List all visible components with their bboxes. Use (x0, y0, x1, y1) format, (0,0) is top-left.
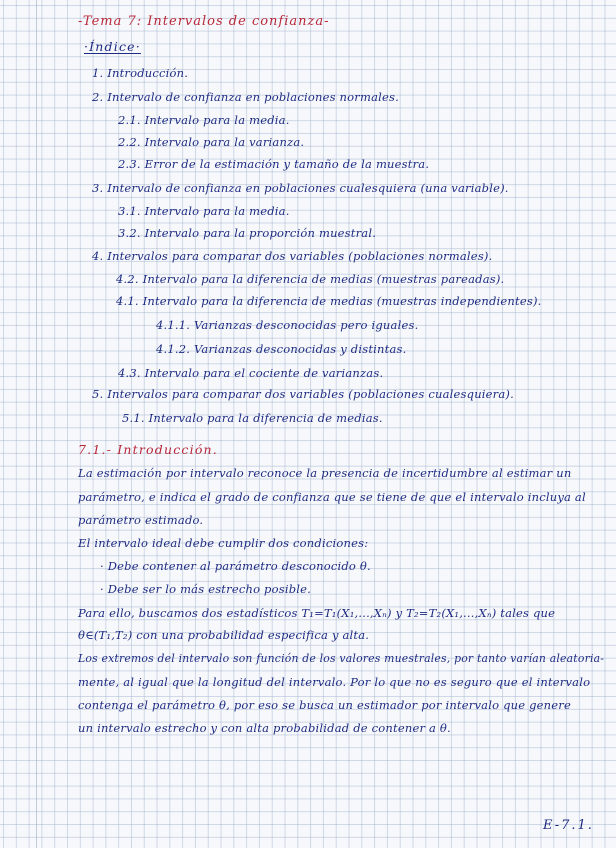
index-heading: ·Índice· (84, 39, 141, 54)
body-text-line: mente, al igual que la longitud del intervalo. Por lo que no es seguro que el intervalo (78, 675, 591, 689)
index-item: 3.1. Intervalo para la media. (118, 204, 290, 218)
index-item: 4.1.1. Varianzas desconocidas pero iguales. (156, 318, 419, 332)
index-item: 5.1. Intervalo para la diferencia de medias. (122, 411, 383, 425)
index-item: 2. Intervalo de confianza en poblaciones normales. (92, 90, 399, 104)
body-text-line: · Debe ser lo más estrecho posible. (100, 582, 312, 596)
body-text-line: El intervalo ideal debe cumplir dos condiciones: (78, 536, 369, 550)
page-title: -Tema 7: Intervalos de confianza- (78, 14, 330, 29)
page-number: E-7.1. (543, 818, 594, 833)
body-text-line: un intervalo estrecho y con alta probabilidad de contener a θ. (78, 721, 451, 735)
section-heading: 7.1.- Introducción. (78, 442, 218, 457)
body-text-line: · Debe contener al parámetro desconocido θ. (100, 559, 371, 573)
body-text-line: parámetro estimado. (78, 513, 204, 527)
body-text-line: Los extremos del intervalo son función de los valores muestrales, por tanto varían aleatoria- (78, 652, 605, 665)
body-text-line: θ∈(T₁,T₂) con una probabilidad especifica y alta. (78, 628, 370, 642)
index-item: 3. Intervalo de confianza en poblaciones cualesquiera (una variable). (92, 181, 509, 195)
index-item: 3.2. Intervalo para la proporción muestral. (118, 226, 377, 240)
index-item: 5. Intervalos para comparar dos variables (poblaciones cualesquiera). (92, 387, 514, 401)
page-margin-line (36, 0, 37, 848)
index-item: 2.1. Intervalo para la media. (118, 113, 290, 127)
index-item: 4.1. Intervalo para la diferencia de medias (muestras independientes). (116, 294, 542, 308)
body-text-line: parámetro, e indica el grado de confianza que se tiene de que el intervalo incluya al (78, 490, 586, 504)
index-item: 4.3. Intervalo para el cociente de varianzas. (118, 366, 384, 380)
index-item: 2.2. Intervalo para la varianza. (118, 135, 305, 149)
index-item: 4.1.2. Varianzas desconocidas y distintas. (156, 342, 407, 356)
body-text-line: La estimación por intervalo reconoce la presencia de incertidumbre al estimar un (78, 466, 572, 480)
index-item: 4. Intervalos para comparar dos variables (poblaciones normales). (92, 249, 493, 263)
index-item: 1. Introducción. (92, 66, 189, 80)
body-text-line: Para ello, buscamos dos estadísticos T₁=T₁(X₁,...,Xₙ) y T₂=T₂(X₁,...,Xₙ) tales que (78, 606, 556, 620)
index-item: 4.2. Intervalo para la diferencia de medias (muestras pareadas). (116, 272, 505, 286)
index-item: 2.3. Error de la estimación y tamaño de la muestra. (118, 157, 430, 171)
body-text-line: contenga el parámetro θ, por eso se busca un estimador por intervalo que genere (78, 698, 571, 712)
